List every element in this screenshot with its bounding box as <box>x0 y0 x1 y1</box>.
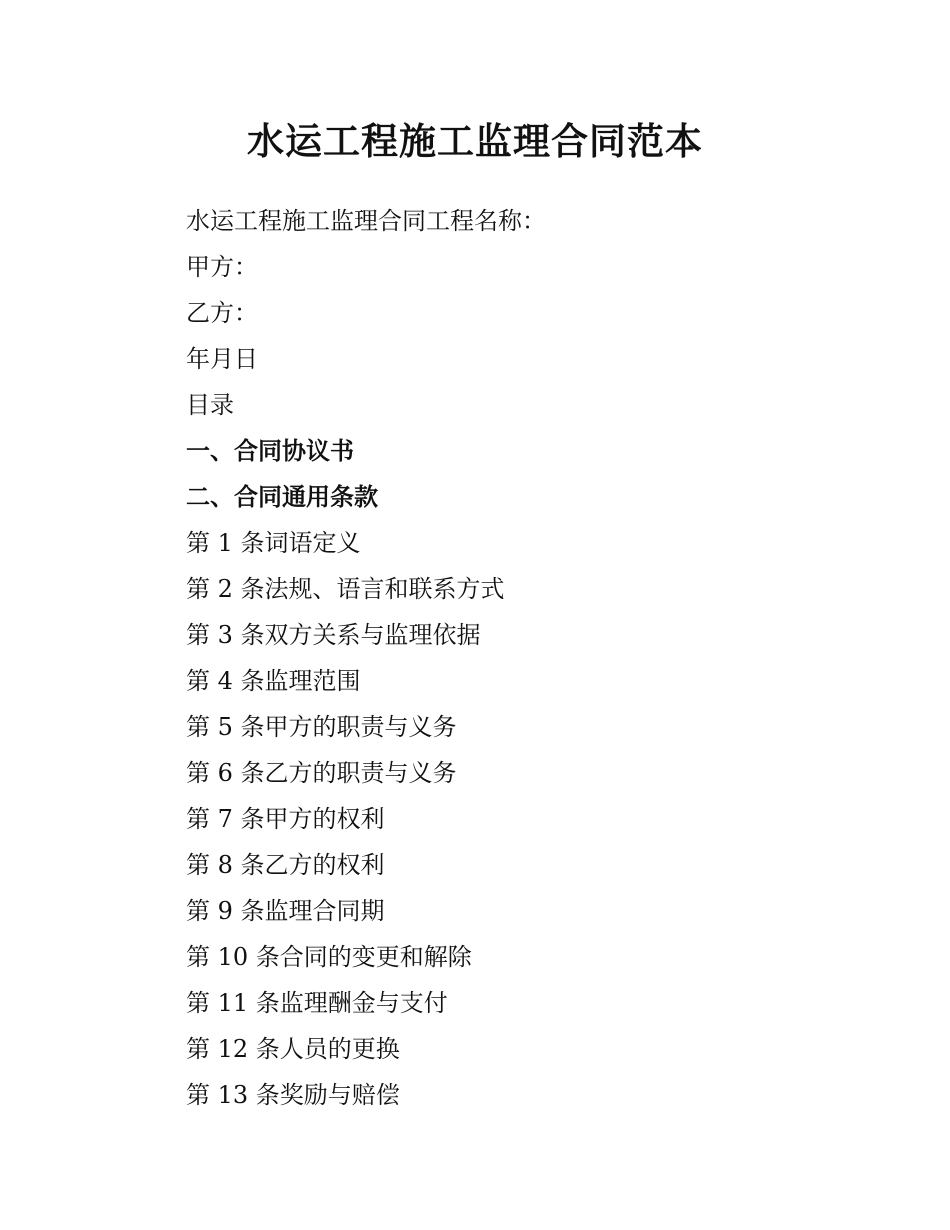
document-line: 第 4 条监理范围 <box>186 667 361 695</box>
section-heading: 一、合同协议书 <box>186 437 354 465</box>
document-line: 目录 <box>186 391 234 419</box>
document-body <box>186 198 886 1118</box>
document-line: 第 5 条甲方的职责与义务 <box>186 713 457 741</box>
document-line: 第 3 条双方关系与监理依据 <box>186 621 481 649</box>
document-line: 第 12 条人员的更换 <box>186 1035 400 1063</box>
document-line: 第 7 条甲方的权利 <box>186 805 385 833</box>
document-line: 第 1 条词语定义 <box>186 529 361 557</box>
document-line: 第 8 条乙方的权利 <box>186 851 385 879</box>
section-heading: 二、合同通用条款 <box>186 483 378 511</box>
document-line: 甲方： <box>186 253 258 281</box>
document-line: 第 6 条乙方的职责与义务 <box>186 759 457 787</box>
document-line: 年月日 <box>186 345 258 373</box>
document-line: 第 2 条法规、语言和联系方式 <box>186 575 505 603</box>
document-line: 乙方： <box>186 299 258 327</box>
document-line: 水运工程施工监理合同工程名称： <box>186 207 546 235</box>
document-line: 第 13 条奖励与赔偿 <box>186 1081 400 1109</box>
document-line: 第 11 条监理酬金与支付 <box>186 989 448 1017</box>
document-line: 第 9 条监理合同期 <box>186 897 385 925</box>
document-line: 第 10 条合同的变更和解除 <box>186 943 472 971</box>
document-title: 水运工程施工监理合同范本 <box>247 120 703 163</box>
